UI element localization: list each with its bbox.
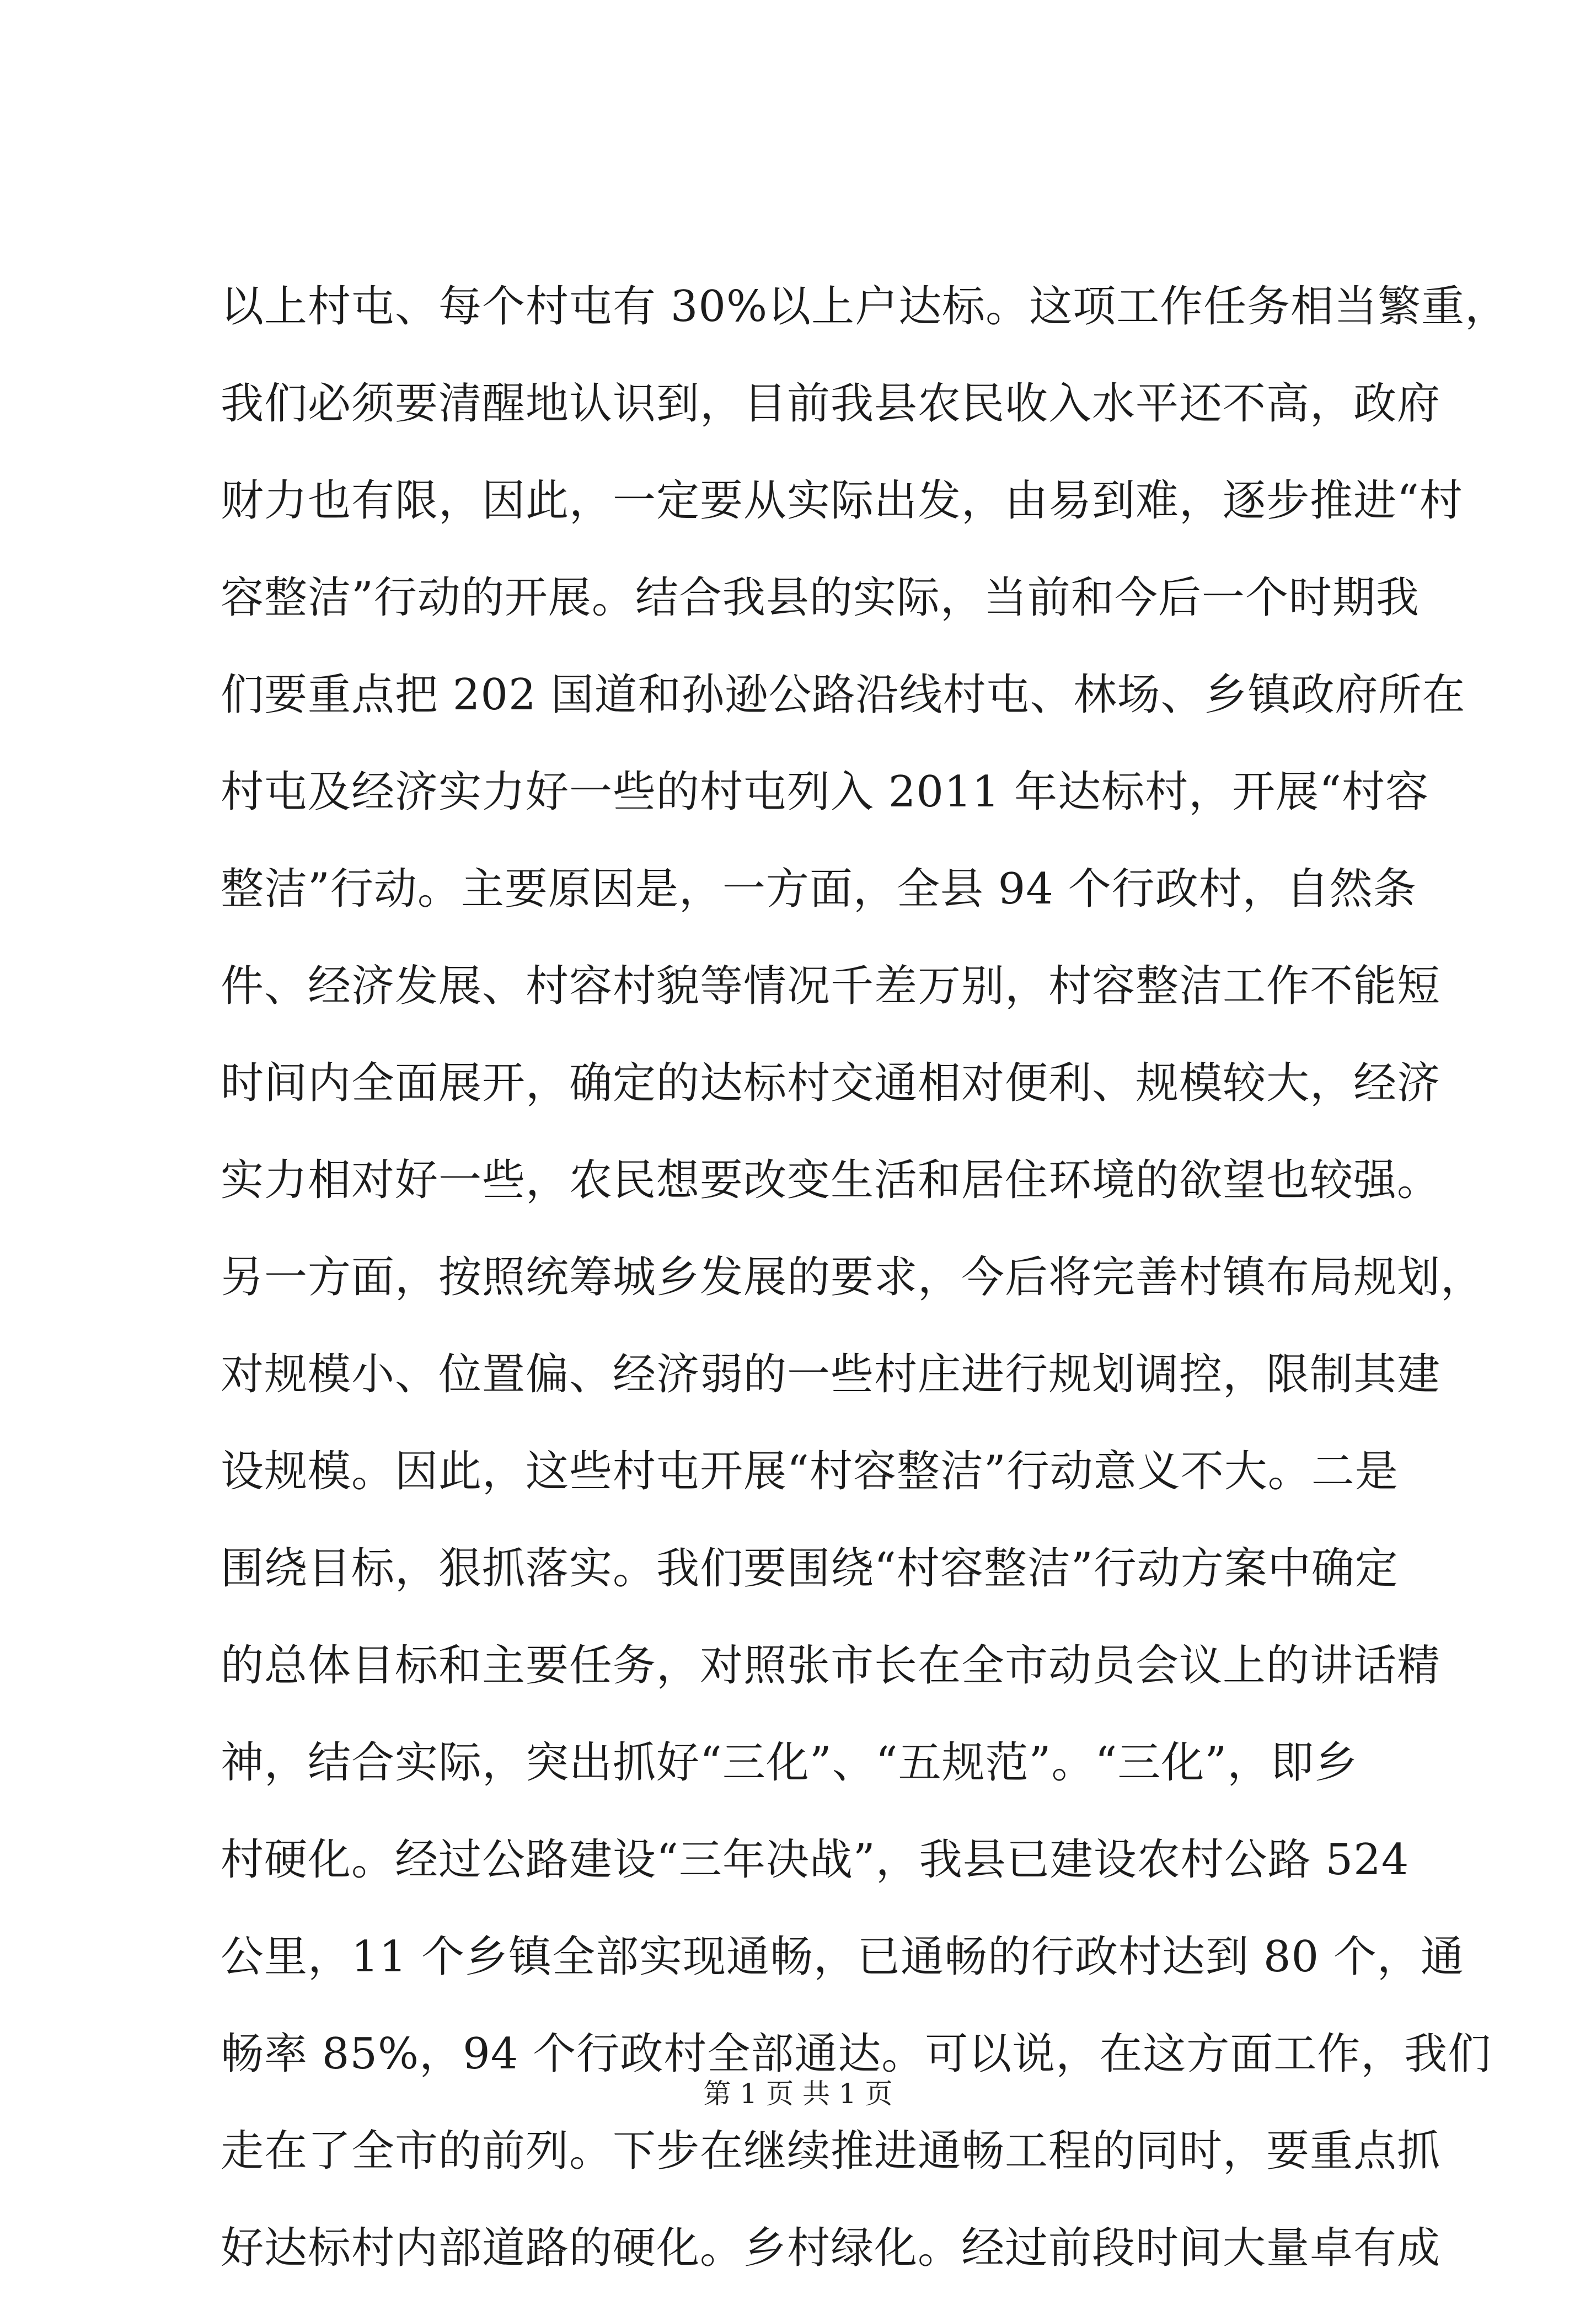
text-line: 公里，11 个乡镇全部实现通畅，已通畅的行政村达到 80 个，通 [221, 1932, 1464, 1982]
text-line: 整洁”行动。主要原因是，一方面，全县 94 个行政村，自然条 [221, 864, 1417, 914]
page-number-footer: 第 1 页 共 1 页 [703, 2078, 893, 2110]
text-line: 容整洁”行动的开展。结合我县的实际，当前和今后一个时期我 [221, 573, 1420, 623]
text-line: 对规模小、位置偏、经济弱的一些村庄进行规划调控，限制其建 [221, 1350, 1441, 1399]
text-line: 神，结合实际，突出抓好“三化”、“五规范”。“三化”，即乡 [221, 1738, 1358, 1788]
body-text [221, 282, 1509, 2321]
text-line: 畅率 85%，94 个行政村全部通达。可以说，在这方面工作，我们 [221, 2029, 1492, 2079]
text-line: 们要重点把 202 国道和孙逊公路沿线村屯、林场、乡镇政府所在 [221, 670, 1466, 720]
text-line: 好达标村内部道路的硬化。乡村绿化。经过前段时间大量卓有成 [221, 2223, 1441, 2273]
text-line: 另一方面，按照统筹城乡发展的要求，今后将完善村镇布局规划， [221, 1253, 1485, 1302]
text-line: 设规模。因此，这些村屯开展“村容整洁”行动意义不大。二是 [221, 1447, 1399, 1496]
text-line: 我们必须要清醒地认识到，目前我县农民收入水平还不高，政府 [221, 379, 1441, 429]
text-line: 围绕目标，狠抓落实。我们要围绕“村容整洁”行动方案中确定 [221, 1544, 1399, 1593]
text-line: 的总体目标和主要任务，对照张市长在全市动员会议上的讲话精 [221, 1641, 1441, 1691]
text-line: 村屯及经济实力好一些的村屯列入 2011 年达标村，开展“村容 [221, 767, 1429, 817]
text-line: 件、经济发展、村容村貌等情况千差万别，村容整洁工作不能短 [221, 961, 1441, 1011]
text-line: 时间内全面展开，确定的达标村交通相对便利、规模较大，经济 [221, 1058, 1441, 1108]
text-line: 走在了全市的前列。下步在继续推进通畅工程的同时，要重点抓 [221, 2126, 1441, 2176]
text-line: 财力也有限，因此，一定要从实际出发，由易到难，逐步推进“村 [221, 476, 1463, 526]
text-line: 村硬化。经过公路建设“三年决战”，我县已建设农村公路 524 [221, 1835, 1410, 1885]
text-line: 以上村屯、每个村屯有 30%以上户达标。这项工作任务相当繁重， [221, 282, 1509, 331]
text-line: 实力相对好一些，农民想要改变生活和居住环境的欲望也较强。 [221, 1156, 1441, 1205]
